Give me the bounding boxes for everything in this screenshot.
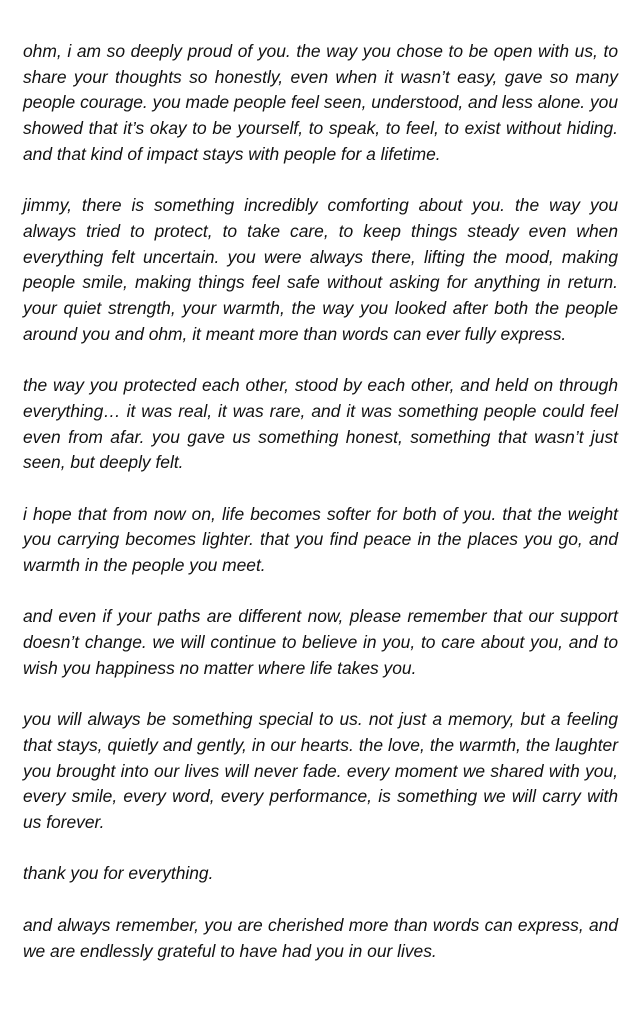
paragraph-ohm: ohm, i am so deeply proud of you. the way you chose to be open with us, to share your thoughts so honestly, even when it wasn’t easy, gave so many people courage. you made people feel seen, understood, and less alone. you showed that it’s okay to be yourself, to speak, to feel, to exist without hiding. and that kind of impact stays with people for a lifetime. xyxy=(23,41,618,164)
paragraph-special: you will always be something special to us. not just a memory, but a feeling that stays, quietly and gently, in our hearts. the love, the warmth, the laughter you brought into our lives will never fade. every moment we shared with you, every smile, every word, every performance, is something we will carry with us forever. xyxy=(23,709,618,833)
paragraph-closing: and always remember, you are cherished more than words can express, and we are endlessly grateful to have had you in our lives. xyxy=(23,914,618,961)
letter-body xyxy=(23,39,618,964)
paragraph-hope: i hope that from now on, life becomes softer for both of you. that the weight you carrying becomes lighter. that you find peace in the places you go, and warmth in the people you meet. xyxy=(23,503,618,576)
paragraph-jimmy: jimmy, there is something incredibly comforting about you. the way you always tried to protect, to take care, to keep things steady even when everything felt uncertain. you were always there, lifting the mood, making people smile, making things feel safe without asking for anything in return. your quiet strength, your warmth, the way you looked after both the people around you and ohm, it meant more than words can ever fully express. xyxy=(23,195,618,344)
paragraph-support: and even if your paths are different now, please remember that our support doesn’t change. we will continue to believe in you, to care about you, and to wish you happiness no matter where life takes you. xyxy=(23,606,618,678)
paragraph-together: the way you protected each other, stood by each other, and held on through everything… it was real, it was rare, and it was something people could feel even from afar. you gave us something honest, something that wasn’t just seen, but deeply felt. xyxy=(23,375,618,473)
paragraph-thank-you: thank you for everything. xyxy=(23,863,214,884)
